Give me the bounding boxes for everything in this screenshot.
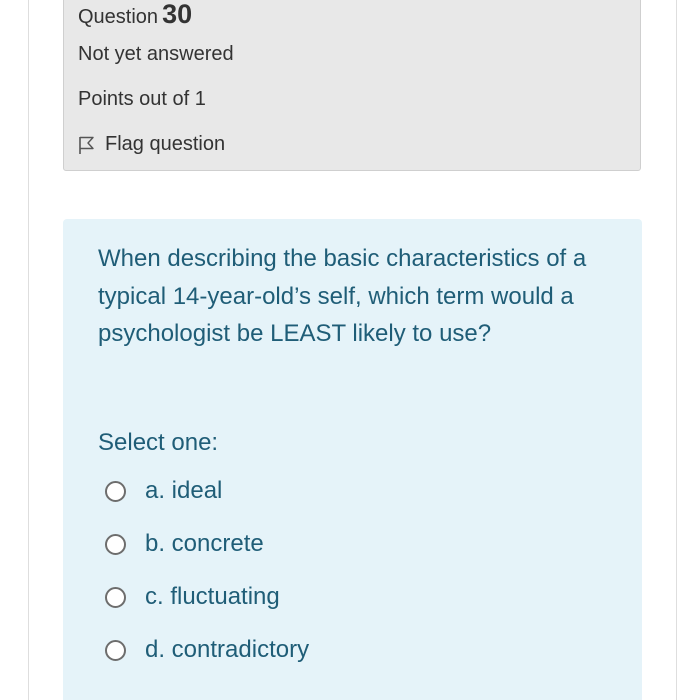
flag-question-link[interactable] xyxy=(78,133,225,156)
answer-label-a: a. ideal xyxy=(145,477,223,504)
question-number-heading xyxy=(78,0,192,30)
radio-button-a[interactable] xyxy=(105,481,126,502)
question-grade: Points out of 1 xyxy=(78,88,206,110)
question-state: Not yet answered xyxy=(78,43,234,65)
answer-label-b: b. concrete xyxy=(145,530,264,557)
question-info-panel xyxy=(63,0,641,171)
flag-icon xyxy=(78,135,96,155)
question-text: When describing the basic characteristics of a typical 14-year-old’s self, which term would a psychologist be LEAST likely to use? xyxy=(98,245,587,347)
content-border-left xyxy=(28,0,29,700)
answer-option-c[interactable] xyxy=(105,583,280,611)
answer-label-d: d. contradictory xyxy=(145,636,310,663)
answer-option-a[interactable] xyxy=(105,477,222,505)
flag-question-label: Flag question xyxy=(105,133,226,155)
question-number: 30 xyxy=(162,0,193,29)
content-border-right xyxy=(676,0,677,700)
radio-button-b[interactable] xyxy=(105,534,126,555)
question-content-panel xyxy=(63,219,642,700)
select-one-prompt: Select one: xyxy=(98,429,219,456)
question-label: Question xyxy=(78,6,159,28)
radio-button-d[interactable] xyxy=(105,640,126,661)
answer-option-b[interactable] xyxy=(105,530,264,558)
answer-option-d[interactable] xyxy=(105,636,309,664)
radio-button-c[interactable] xyxy=(105,587,126,608)
answer-label-c: c. fluctuating xyxy=(145,583,280,610)
